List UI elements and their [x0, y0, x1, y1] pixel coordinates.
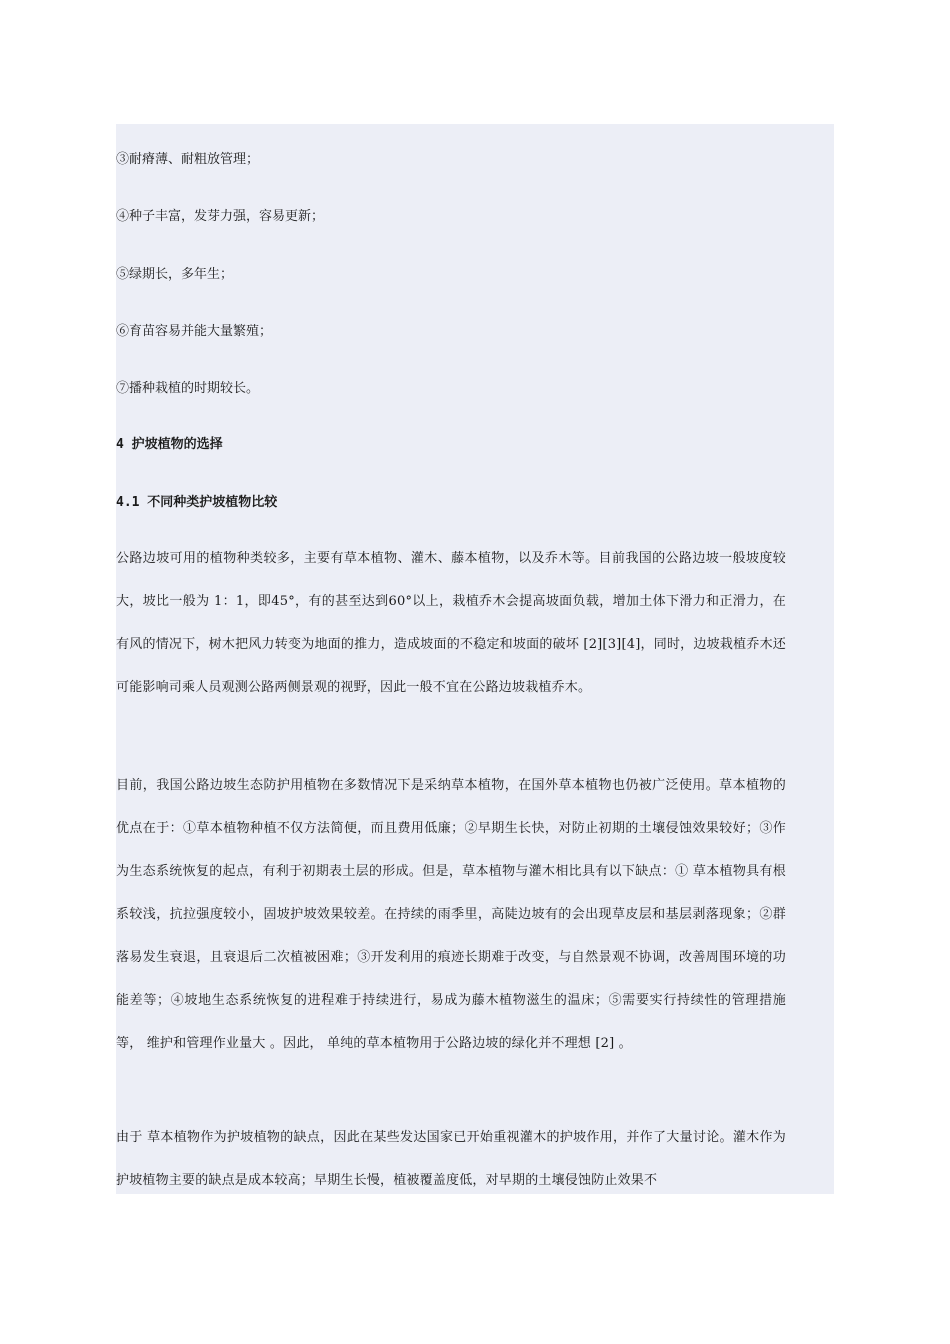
section-heading: 4 护坡植物的选择: [116, 437, 223, 452]
list-item: ⑤绿期长，多年生；: [116, 267, 234, 282]
list-item: ③耐瘠薄、耐粗放管理；: [116, 152, 260, 167]
list-item: ⑦播种栽植的时期较长。: [116, 381, 260, 396]
list-item: ⑥育苗容易并能大量繁殖；: [116, 324, 273, 339]
body-paragraph: 由于 草本植物作为护坡植物的缺点，因此在某些发达国家已开始重视灌木的护坡作用，并作了大量讨论。灌木作为护坡植物主要的缺点是成本较高；早期生长慢，植被覆盖度低，对早期的土壤侵蚀防止效果不: [116, 1130, 786, 1188]
body-paragraph: 目前，我国公路边坡生态防护用植物在多数情况下是采纳草本植物，在国外草本植物也仍被广泛使用。草本植物的优点在于：①草本植物种植不仅方法简便，而且费用低廉；②早期生长快，对防止初期的土壤侵蚀效果较好；③作为生态系统恢复的起点，有利于初期表土层的形成。但是，草本植物与灌木相比具有以下缺点：① 草本植物具有根系较浅，抗拉强度较小，固坡护坡效果较差。在持续的雨季里，高陡边坡有的会出现草皮层和基层剥落现象；②群落易发生衰退，且衰退后二次植被困难；③开发利用的痕迹长期难于改变，与自然景观不协调，改善周围环境的功能差等；④坡地生态系统恢复的进程难于持续进行，易成为藤木植物滋生的温床；⑤需要实行持续性的管理措施等， 维护和管理作业量大 。因此， 单纯的草本植物用于公路边坡的绿化并不理想 [2] 。: [116, 778, 786, 1051]
body-paragraph: 公路边坡可用的植物种类较多，主要有草本植物、灌木、藤本植物，以及乔木等。目前我国的公路边坡一般坡度较大，坡比一般为 1：1，即45°，有的甚至达到60°以上，栽植乔木会提高坡面负载，增加土体下滑力和正滑力，在有风的情况下，树木把风力转变为地面的推力，造成坡面的不稳定和坡面的破坏 [2][3][4]，同时，边坡栽植乔木还可能影响司乘人员观测公路两侧景观的视野，因此一般不宜在公路边坡栽植乔木。: [116, 551, 786, 695]
list-item: ④种子丰富，发芽力强，容易更新；: [116, 209, 325, 224]
document-page: [116, 124, 834, 1194]
subsection-heading: 4.1 不同种类护坡植物比较: [116, 495, 278, 510]
